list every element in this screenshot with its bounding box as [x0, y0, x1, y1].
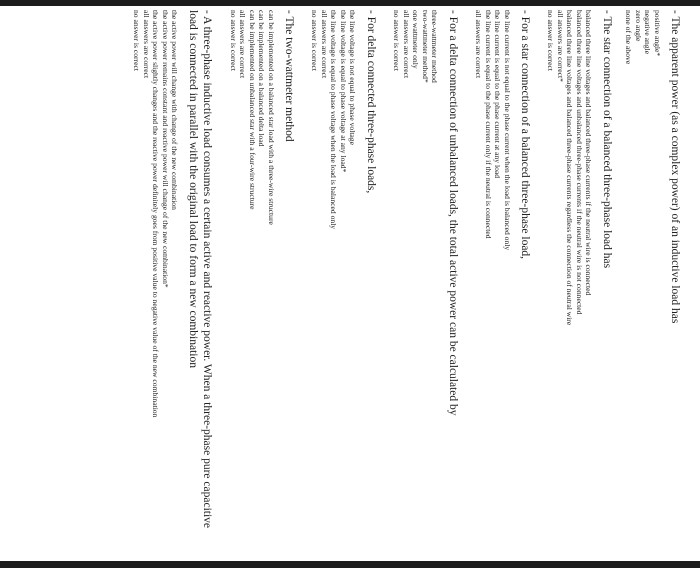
option-item: negative angle: [643, 10, 653, 55]
option-item: zero angle: [633, 10, 643, 42]
option-item: two-wattmeter method*: [420, 10, 430, 83]
question-text: - A three-phase inductive load consumes a certain active and reactive power. When a three-phase pure capacitive load is connected in parallel with the original load to form a new combination: [186, 10, 214, 529]
option-item: all answers are correct*: [555, 10, 565, 82]
question-text: - For a delta connection of unbalanced loads, the total active power can be calculated by: [446, 10, 459, 416]
option-item: all answers are correct: [141, 10, 151, 79]
option-list: [228, 10, 275, 530]
option-item: can be implemented on a balanced delta load: [257, 10, 267, 147]
question-text: - For delta connected three-phase loads,: [364, 10, 377, 194]
question-sheet: [60, 10, 682, 530]
option-list: [546, 10, 593, 530]
option-item: no answer is correct: [228, 10, 238, 71]
option-list: [624, 10, 662, 530]
option-item: the line voltage is equal to phase voltage when the load is balanced only: [329, 10, 339, 230]
question-text: - The star connection of a balanced three-phase load has: [600, 10, 613, 269]
question-text: - The two-wattmeter method: [282, 10, 295, 142]
option-item: all answers are correct: [238, 10, 248, 79]
option-item: all answers are correct: [401, 10, 411, 79]
question-block: [474, 10, 532, 530]
bottom-border: [0, 561, 700, 568]
option-item: no answer is correct: [132, 10, 142, 71]
option-item: balanced three line voltages and unbalanced three-phase currents if the neutral wire is not connected: [574, 10, 584, 315]
option-list: [132, 10, 179, 530]
option-item: the line voltage is equal to phase voltage at any load*: [338, 10, 348, 173]
question-block: [392, 10, 460, 530]
option-item: positive angle*: [652, 10, 662, 57]
option-item: balanced three line voltages and balanced three-phase currents if the neutral wire is connected: [584, 10, 594, 296]
option-list: [392, 10, 439, 530]
question-block: [624, 10, 682, 530]
top-border: [0, 0, 700, 6]
option-item: the line current is equal to the phase current at any load: [493, 10, 503, 179]
option-item: all answers are correct: [319, 10, 329, 79]
option-item: no answer is correct: [392, 10, 402, 71]
option-list: [310, 10, 357, 530]
question-block: [132, 10, 214, 530]
question-block: [228, 10, 296, 530]
option-item: can be implemented on unbalanced star with a four-wire structure: [247, 10, 257, 210]
option-item: can be implemented on a balanced star load with a three-wire structure: [266, 10, 276, 225]
option-item: the line current is not equal to the phase current when the load is balanced only: [502, 10, 512, 251]
option-item: no answer is correct: [310, 10, 320, 71]
option-item: the line current is equal to the phase current only if the neutral is connected: [483, 10, 493, 239]
question-text: - The apparent power (as a complex power) of an inductive load has: [669, 10, 681, 324]
option-item: no answer is correct: [546, 10, 556, 71]
option-item: balanced three line voltages and balanced three-phase currents regardless the connection of neutral wire: [565, 10, 575, 326]
option-list: [474, 10, 512, 530]
question-text: - For a star connection of a balanced three-phase load,: [518, 10, 531, 260]
option-item: the line voltage is not equal to phase voltage: [348, 10, 358, 145]
option-item: the active power remains constant and reactive power will change of the new combination*: [160, 10, 170, 288]
option-item: the active power slightly changes and the reactive power definitely goes from positive value to negative value of the new combination: [151, 10, 161, 418]
option-item: one wattmeter only: [411, 10, 421, 69]
option-item: three-wattmeter method: [430, 10, 440, 83]
question-block: [310, 10, 378, 530]
option-item: the active power will change with change of the new combination: [170, 10, 180, 210]
option-item: all answers are correct: [474, 10, 484, 79]
question-block: [546, 10, 614, 530]
option-item: none of the above: [624, 10, 634, 65]
